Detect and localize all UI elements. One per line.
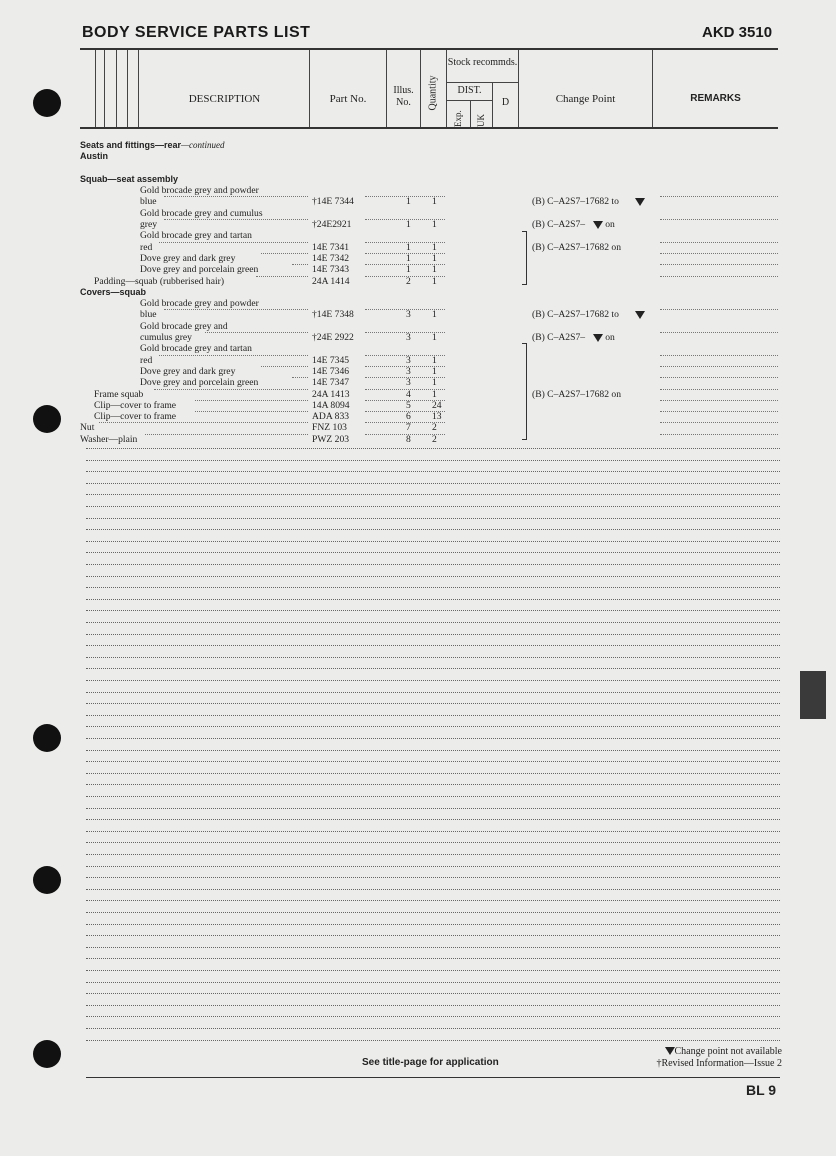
table-row	[80, 253, 780, 264]
quantity-value: 1	[432, 354, 437, 366]
part-number: 14A 8094	[312, 399, 350, 411]
binder-hole	[33, 89, 61, 117]
leader-dots	[99, 422, 308, 423]
page-number: BL 9	[746, 1082, 777, 1098]
part-description: Dove grey and porcelain green	[140, 377, 259, 389]
illus-number: 1	[406, 196, 411, 208]
remarks-dots	[660, 276, 778, 277]
col-divider	[309, 50, 310, 127]
quantity-value: 1	[432, 365, 437, 377]
ruled-line	[86, 947, 780, 948]
leader-dots	[159, 242, 308, 243]
part-number: †14E 7344	[312, 196, 354, 208]
col-description: DESCRIPTION	[188, 93, 261, 105]
illus-number: 3	[406, 309, 411, 321]
table-row	[80, 411, 780, 422]
leader-dots	[164, 196, 308, 197]
table-row	[80, 389, 780, 400]
part-number: 14E 7342	[312, 252, 350, 264]
part-description: Dove grey and porcelain green	[140, 264, 259, 276]
illus-number: 3	[406, 332, 411, 344]
ruled-line	[86, 448, 780, 449]
leader-dots	[256, 276, 308, 277]
leader-dots	[164, 309, 308, 310]
part-number: 24A 1414	[312, 275, 350, 287]
part-number: 24A 1413	[312, 388, 350, 400]
ruled-line	[86, 541, 780, 542]
table-row	[80, 321, 780, 332]
quantity-value: 1	[432, 388, 437, 400]
illus-number: 8	[406, 433, 411, 445]
section-heading: Squab—seat assembly	[80, 173, 179, 184]
table-row	[80, 151, 780, 162]
ruled-line	[86, 494, 780, 495]
document-code: AKD 3510	[702, 24, 773, 41]
remarks-dots	[660, 332, 778, 333]
part-description: Dove grey and dark grey	[140, 252, 236, 264]
illus-number: 1	[406, 252, 411, 264]
quantity-value: 2	[432, 433, 437, 445]
footer-rule	[86, 1077, 780, 1078]
part-description: Clip—cover to frame	[94, 399, 177, 411]
ruled-line	[86, 657, 780, 658]
illus-number: 4	[406, 388, 411, 400]
illus-number: 6	[406, 411, 411, 423]
header-bottom-rule	[80, 127, 778, 129]
triangle-icon	[593, 334, 603, 342]
col-part-no: Part No.	[329, 93, 367, 105]
quantity-value: 1	[432, 252, 437, 264]
ruled-line	[86, 552, 780, 553]
part-number: †24E 2922	[312, 332, 354, 344]
illus-number: 7	[406, 422, 411, 434]
part-number: ADA 833	[312, 411, 350, 423]
section-heading: Austin	[80, 151, 108, 162]
quantity-value: 1	[432, 309, 437, 321]
ruled-line	[86, 1016, 780, 1017]
table-row	[80, 400, 780, 411]
col-illus-no: Illus. No.	[393, 85, 414, 108]
part-number: †14E 7348	[312, 309, 354, 321]
group-brace	[522, 231, 527, 285]
leader-dots	[292, 264, 308, 265]
remarks-dots	[660, 264, 778, 265]
table-row	[80, 422, 780, 433]
table-row	[80, 208, 780, 219]
part-description: Gold brocade grey and powder	[140, 185, 259, 197]
col-d: D	[501, 97, 510, 108]
ruled-line	[86, 982, 780, 983]
change-point-suffix: on	[605, 332, 615, 344]
table-row	[80, 174, 780, 185]
remarks-dots	[660, 422, 778, 423]
part-description: Washer—plain	[80, 433, 138, 445]
ruled-line	[86, 958, 780, 959]
ruled-line	[86, 970, 780, 971]
illus-number: 1	[406, 219, 411, 231]
leader-dots	[205, 332, 308, 333]
col-divider	[104, 50, 105, 127]
quantity-value: 2	[432, 422, 437, 434]
table-row	[80, 298, 780, 309]
footnote-revised: †Revised Information—Issue 2	[656, 1058, 782, 1069]
ruled-line	[86, 912, 780, 913]
remarks-dots	[660, 377, 778, 378]
part-description: blue	[140, 309, 157, 321]
col-divider	[127, 50, 128, 127]
ruled-line	[86, 715, 780, 716]
ruled-line	[86, 819, 780, 820]
illus-number: 1	[406, 241, 411, 253]
ruled-line	[86, 1005, 780, 1006]
part-number: 14E 7347	[312, 377, 350, 389]
quantity-value: 24	[432, 399, 442, 411]
remarks-dots	[660, 366, 778, 367]
table-row	[80, 343, 780, 354]
table-row	[80, 230, 780, 241]
col-divider	[95, 50, 96, 127]
ruled-line	[86, 842, 780, 843]
table-row	[80, 219, 780, 230]
table-row	[80, 377, 780, 388]
col-exp: Exp.	[453, 110, 463, 127]
col-dist: DIST.	[457, 85, 482, 96]
table-row	[80, 264, 780, 275]
ruled-line	[86, 808, 780, 809]
ruled-line	[86, 483, 780, 484]
ruled-line	[86, 773, 780, 774]
stock-divider	[446, 82, 518, 83]
quantity-value: 1	[432, 332, 437, 344]
table-row	[80, 140, 780, 151]
binder-hole	[33, 724, 61, 752]
ruled-line	[86, 935, 780, 936]
ruled-line	[86, 599, 780, 600]
table-row	[80, 185, 780, 196]
illus-number: 3	[406, 354, 411, 366]
part-description: grey	[140, 219, 158, 231]
table-row	[80, 355, 780, 366]
top-rule	[80, 48, 778, 50]
quantity-value: 1	[432, 219, 437, 231]
part-description: Frame squab	[94, 388, 144, 400]
col-divider	[652, 50, 653, 127]
ruled-line	[86, 471, 780, 472]
ruled-line	[86, 692, 780, 693]
binder-hole	[33, 405, 61, 433]
footnote-change-point-text: Change point not available	[674, 1046, 782, 1057]
part-description: blue	[140, 196, 157, 208]
table-row	[80, 163, 780, 174]
ruled-line	[86, 645, 780, 646]
quantity-value: 1	[432, 264, 437, 276]
leader-dots	[164, 219, 308, 220]
col-divider	[138, 50, 139, 127]
change-point: (B) C–A2S7–17682 to	[532, 309, 619, 321]
ruled-line	[86, 900, 780, 901]
quantity-value: 1	[432, 377, 437, 389]
quantity-value: 1	[432, 275, 437, 287]
remarks-dots	[660, 434, 778, 435]
ruled-line	[86, 703, 780, 704]
remarks-dots	[660, 355, 778, 356]
index-tab	[800, 671, 826, 719]
table-row	[80, 196, 780, 207]
ruled-line	[86, 680, 780, 681]
parts-table	[80, 140, 780, 445]
ruled-line	[86, 889, 780, 890]
illus-number: 1	[406, 264, 411, 276]
part-description: Gold brocade grey and tartan	[140, 230, 252, 242]
footnotes	[656, 1046, 782, 1070]
change-point: (B) C–A2S7–	[532, 219, 586, 231]
ruled-line	[86, 529, 780, 530]
illus-number: 2	[406, 275, 411, 287]
table-row	[80, 434, 780, 445]
triangle-icon	[635, 198, 645, 206]
ruled-line	[86, 460, 780, 461]
table-row	[80, 366, 780, 377]
table-row	[80, 332, 780, 343]
part-description: Gold brocade grey and tartan	[140, 343, 252, 355]
part-description: Gold brocade grey and	[140, 320, 228, 332]
triangle-icon	[593, 221, 603, 229]
leader-dots	[195, 411, 308, 412]
page-title: BODY SERVICE PARTS LIST	[82, 24, 311, 41]
triangle-icon	[635, 311, 645, 319]
col-divider	[116, 50, 117, 127]
part-number: 14E 7346	[312, 365, 350, 377]
ruled-line	[86, 518, 780, 519]
ruled-line	[86, 738, 780, 739]
ruled-line	[86, 993, 780, 994]
part-description: cumulus grey	[140, 332, 192, 344]
part-description: Clip—cover to frame	[94, 411, 177, 423]
col-stock: Stock recommds.	[447, 57, 518, 68]
ruled-line	[86, 610, 780, 611]
ruled-line	[86, 831, 780, 832]
ruled-line	[86, 866, 780, 867]
leader-dots	[145, 434, 308, 435]
quantity-value: 13	[432, 411, 442, 423]
part-description: red	[140, 241, 153, 253]
remarks-dots	[660, 242, 778, 243]
part-number: 14E 7343	[312, 264, 350, 276]
ruled-line	[86, 622, 780, 623]
illus-number: 5	[406, 399, 411, 411]
footnote-change-point	[656, 1046, 782, 1058]
illus-number: 3	[406, 365, 411, 377]
change-point: (B) C–A2S7–17682 on	[532, 388, 622, 400]
quantity-value: 1	[432, 196, 437, 208]
col-quantity: Quantity	[427, 75, 439, 111]
part-number: †24E2921	[312, 219, 352, 231]
ruled-line	[86, 668, 780, 669]
ruled-line	[86, 506, 780, 507]
ruled-line	[86, 634, 780, 635]
remarks-dots	[660, 411, 778, 412]
leader-dots	[261, 366, 308, 367]
ruled-line	[86, 877, 780, 878]
part-description: Nut	[80, 422, 95, 434]
leader-dots	[159, 355, 308, 356]
ruled-line	[86, 1040, 780, 1041]
part-number: 14E 7341	[312, 241, 350, 253]
remarks-dots	[660, 400, 778, 401]
part-description: red	[140, 354, 153, 366]
ruled-line	[86, 564, 780, 565]
remarks-dots	[660, 309, 778, 310]
continued-note: —continued	[181, 140, 225, 150]
quantity-value: 1	[432, 241, 437, 253]
ruled-line	[86, 854, 780, 855]
part-description: Padding—squab (rubberised hair)	[94, 275, 225, 287]
application-note: See title-page for application	[362, 1057, 499, 1068]
remarks-dots	[660, 253, 778, 254]
illus-number: 3	[406, 377, 411, 389]
ruled-line	[86, 587, 780, 588]
ruled-line	[86, 726, 780, 727]
part-description: Gold brocade grey and powder	[140, 298, 259, 310]
ruled-line	[86, 576, 780, 577]
leader-dots	[261, 253, 308, 254]
col-divider	[420, 50, 421, 127]
change-point: (B) C–A2S7–17682 on	[532, 241, 622, 253]
ruled-line	[86, 796, 780, 797]
ruled-line	[86, 750, 780, 751]
leader-dots	[292, 377, 308, 378]
remarks-dots	[660, 389, 778, 390]
leader-dots	[195, 400, 308, 401]
leader-dots	[154, 389, 308, 390]
group-brace	[522, 343, 527, 440]
col-divider	[470, 100, 471, 127]
col-uk: UK	[476, 114, 486, 127]
ruled-line	[86, 784, 780, 785]
ruled-line	[86, 761, 780, 762]
part-number: PWZ 203	[312, 433, 350, 445]
change-point: (B) C–A2S7–	[532, 332, 586, 344]
change-point: (B) C–A2S7–17682 to	[532, 196, 619, 208]
section-heading: Covers—squab	[80, 286, 147, 297]
binder-hole	[33, 866, 61, 894]
col-divider	[518, 50, 519, 127]
table-row	[80, 309, 780, 320]
col-remarks: REMARKS	[690, 93, 741, 104]
ruled-line	[86, 1028, 780, 1029]
ruled-line	[86, 924, 780, 925]
part-description: Dove grey and dark grey	[140, 365, 236, 377]
remarks-dots	[660, 196, 778, 197]
col-change-point: Change Point	[555, 93, 616, 105]
binder-hole	[33, 1040, 61, 1068]
change-point-suffix: on	[605, 219, 615, 231]
part-description: Gold brocade grey and cumulus	[140, 207, 263, 219]
table-row	[80, 276, 780, 287]
section-heading: Seats and fittings—rear—continued	[80, 140, 225, 150]
table-row	[80, 242, 780, 253]
triangle-icon	[665, 1047, 675, 1055]
table-row	[80, 287, 780, 298]
part-number: FNZ 103	[312, 422, 347, 434]
remarks-dots	[660, 219, 778, 220]
part-number: 14E 7345	[312, 354, 350, 366]
